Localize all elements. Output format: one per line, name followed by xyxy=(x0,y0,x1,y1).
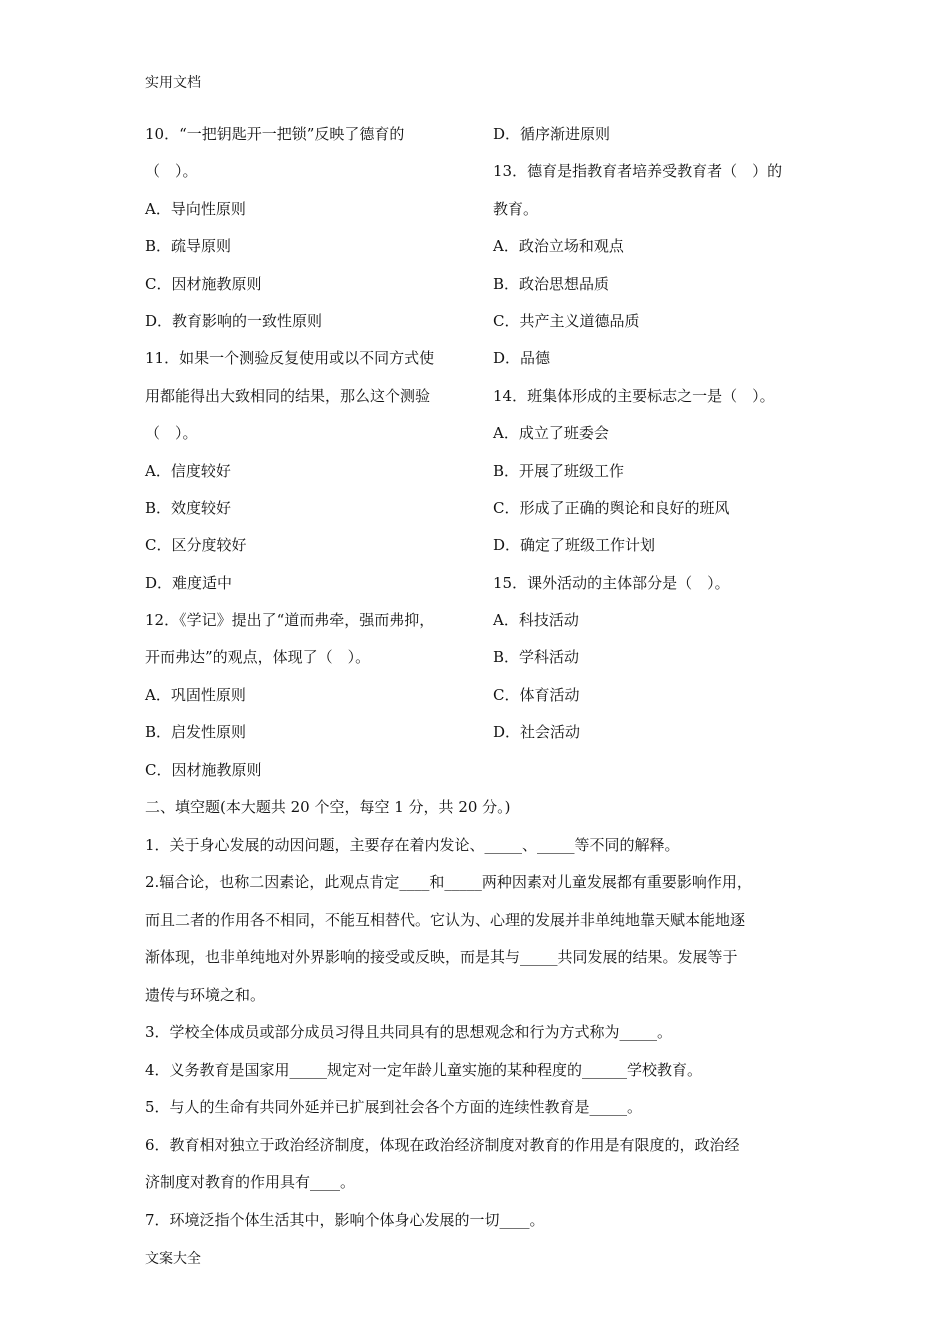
text-line: C．体育活动 xyxy=(493,685,580,704)
text-line: A．信度较好 xyxy=(145,461,231,480)
text-line: C．因材施教原则 xyxy=(145,760,262,779)
text-line: 济制度对教育的作用具有____。 xyxy=(145,1173,356,1191)
text-line: C．区分度较好 xyxy=(145,536,247,555)
text-line: 2.辐合论，也称二因素论，此观点肯定____和_____两种因素对儿童发展都有重要影响作用， xyxy=(145,873,752,891)
text-line: D．确定了班级工作计划 xyxy=(493,536,656,555)
text-line: B．疏导原则 xyxy=(145,237,232,256)
text-line: （ ）。 xyxy=(145,162,198,181)
text-line: 4．义务教育是国家用_____规定对一定年龄儿童实施的某种程度的______学校教育。 xyxy=(145,1060,703,1079)
text-line: A．成立了班委会 xyxy=(493,424,609,443)
text-line: （ ）。 xyxy=(145,424,198,443)
text-line: 7．环境泛指个体生活其中，影响个体身心发展的一切____。 xyxy=(145,1210,545,1229)
text-line: B．学科活动 xyxy=(493,648,580,667)
text-line: D．教育影响的一致性原则 xyxy=(145,311,323,330)
text-line: 3．学校全体成员或部分成员习得且共同具有的思想观念和行为方式称为_____。 xyxy=(145,1023,673,1041)
text-line: B．效度较好 xyxy=(145,498,232,517)
text-line: C．因材施教原则 xyxy=(145,274,262,293)
text-line: B．政治思想品质 xyxy=(493,274,610,293)
text-line: 教育。 xyxy=(493,199,539,218)
text-line: 1．关于身心发展的动因问题，主要存在着内发论、_____、_____等不同的解释。 xyxy=(145,835,680,854)
text-line: 11．如果一个测验反复使用或以不同方式使 xyxy=(145,349,435,368)
text-line: B．开展了班级工作 xyxy=(493,461,625,480)
text-line: D．循序渐进原则 xyxy=(493,125,611,143)
text-line: B．启发性原则 xyxy=(145,723,247,742)
text-line: 渐体现，也非单纯地对外界影响的接受或反映，而是其与_____共同发展的结果。发展等于 xyxy=(145,948,738,966)
text-line: 开而弗达”的观点，体现了（ ）。 xyxy=(145,648,371,667)
section-heading: 二、填空题(本大题共 20 个空，每空 1 分，共 20 分。) xyxy=(145,798,511,816)
page-footer: 文案大全 xyxy=(145,1251,201,1267)
page-header: 实用文档 xyxy=(145,75,201,91)
text-line: 遗传与环境之和。 xyxy=(145,985,266,1004)
text-line: 6．教育相对独立于政治经济制度，体现在政治经济制度对教育的作用是有限度的，政治经 xyxy=(145,1135,740,1154)
text-line: C．形成了正确的舆论和良好的班风 xyxy=(493,498,730,517)
right-column xyxy=(493,119,818,755)
text-line: 用都能得出大致相同的结果，那么这个测验 xyxy=(145,386,431,405)
text-line: 13．德育是指教育者培养受教育者（ ）的 xyxy=(493,162,783,181)
text-line: 而且二者的作用各不相同，不能互相替代。它认为、心理的发展并非单纯地靠天赋本能地逐 xyxy=(145,910,746,929)
text-line: 10．“一把钥匙开一把锁”反映了德育的 xyxy=(145,125,405,143)
text-line: C．共产主义道德品质 xyxy=(493,311,640,330)
text-line: 15．课外活动的主体部分是（ ）。 xyxy=(493,573,730,592)
text-line: A．科技活动 xyxy=(493,611,579,630)
text-line: 12．《学记》提出了“道而弗牵，强而弗抑， xyxy=(145,611,435,630)
text-line: D．难度适中 xyxy=(145,573,233,592)
left-column xyxy=(145,119,470,792)
text-line: A．政治立场和观点 xyxy=(493,237,624,256)
text-line: D．社会活动 xyxy=(493,723,581,742)
text-line: 5．与人的生命有共同外延并已扩展到社会各个方面的连续性教育是_____。 xyxy=(145,1098,643,1116)
fill-in-blank-section xyxy=(145,792,815,1242)
text-line: 14．班集体形成的主要标志之一是（ ）。 xyxy=(493,386,775,405)
text-line: D．品德 xyxy=(493,349,551,368)
text-line: A．导向性原则 xyxy=(145,199,246,218)
text-line: A．巩固性原则 xyxy=(145,685,246,704)
